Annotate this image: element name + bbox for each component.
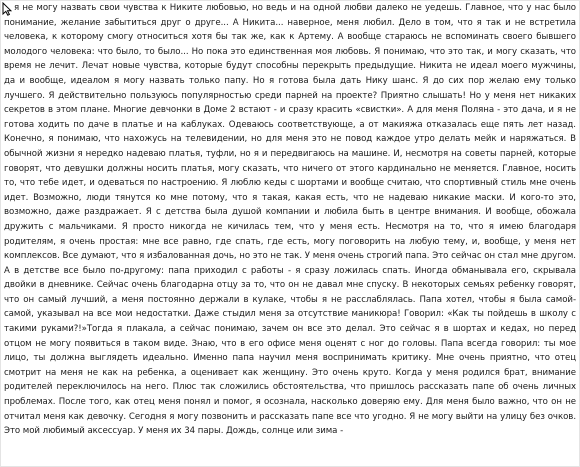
article-paragraph: я не могу назвать свои чувства к Никите любовью, но ведь и на одной любви далеко не уедешь. Главное, что у нас было понимание, желание забытиться друг о друге... А Никита... наверное, меня любил. Дело в том, что я так и не встретила человека, к которому смогу относиться хотя бы так же, как к Артему. А вообще стараюсь не вспоминать своего бывшего молодого человека: что было, то было... Но пока это единственная моя любовь. Я понимаю, что это так, и могу сказать, что время не лечит. Лечат новые чувства, которые будут способны перекрыть предыдущие. Никита не идеал моего мужчины, да и вообще, идеалом я могу назвать только папу. Но я готова была дать Нику шанс. Я до сих пор желаю ему только лучшего. Я действительно пользуюсь популярностью среди парней на проекте? Приятно слышать! Но у меня нет никаких секретов в этом плане. Многие девчонки в Доме 2 встают - и сразу красить «свистки». А для меня Поляна - это дача, и я не готова ходить по даче в платье и на каблуках. Одеваюсь соответствующе, а от макияжа отказалась еще пять лет назад. Конечно, я понимаю, что нахожусь на телевидении, но для меня это не повод каждое утро делать мейк и наряжаться. В обычной жизни я нередко надеваю платья, туфли, но я и передвигаюсь на машине. И, несмотря на советы парней, которые говорят, что девушки должны носить платья, могу сказать, что ничего от этого кардинально не меняется. Главное, носить то, что тебе идет, и одеваться по настроению. Я люблю кеды с шортами и вообще считаю, что спортивный стиль мне очень идет. Возможно, люди тянутся ко мне потому, что я такая, какая есть, что не надеваю никакие маски. И кого-то это, возможно, даже раздражает. Я с детства была душой компании и любила быть в центре внимания. И вообще, обожала дружить с мальчиками. Я просто никогда не кичилась тем, что у меня есть. Несмотря на то, что я имею благодаря родителям, я очень простая: мне все равно, где спать, где есть, могу поговорить на любую тему, и, вообще, у меня нет комплексов. Все думают, что я избалованная дочь, но это не так. У меня очень строгий папа. Это сейчас он стал мне другом. А в детстве все было по-другому: папа приходил с работы - я сразу ложилась спать. Иногда обманывала его, скрывала двойки в дневнике. Сейчас очень благодарна отцу за то, что он не давал мне спуску. В некоторых семьях ребенку говорят, что он самый лучший, а меня постоянно держали в кулаке, чтобы я не расслаблялась. Папа хотел, чтобы я была самой-самой, указывал на все мои недостатки. Даже стыдил меня за отсутствие маникюра! Говорил: «Как ты пойдешь в школу с такими руками?!»Тогда я плакала, а сейчас понимаю, зачем он все это делал. Это сейчас я в шортах и кедах, но перед отцом не могу появиться в таком виде. Знаю, что в его офисе меня оценят с ног до головы. Папа всегда говорил: ты мое лицо, ты должна выглядеть идеально. Именно папа научил меня воспринимать критику. Мне очень приятно, что отец смотрит на меня не как на ребенка, а оценивает как женщину. Это очень круто. Когда у меня родился брат, внимание родителей переключилось на него. Плюс так сложились обстоятельства, что пришлось рассказать папе об очень личных проблемах. После того, как отец меня понял и помог, я осознала, насколько доверяю ему. Для меня было важно, что он не отчитал меня как девочку. Сегодня я могу позвонить и рассказать папе все что угодно. Я не могу выйти на улицу без очков. Это мой любимый аксессуар. У меня их 34 пары. Дождь, солнце или зима - [4, 3, 576, 437]
article-text-block [4, 1, 576, 439]
